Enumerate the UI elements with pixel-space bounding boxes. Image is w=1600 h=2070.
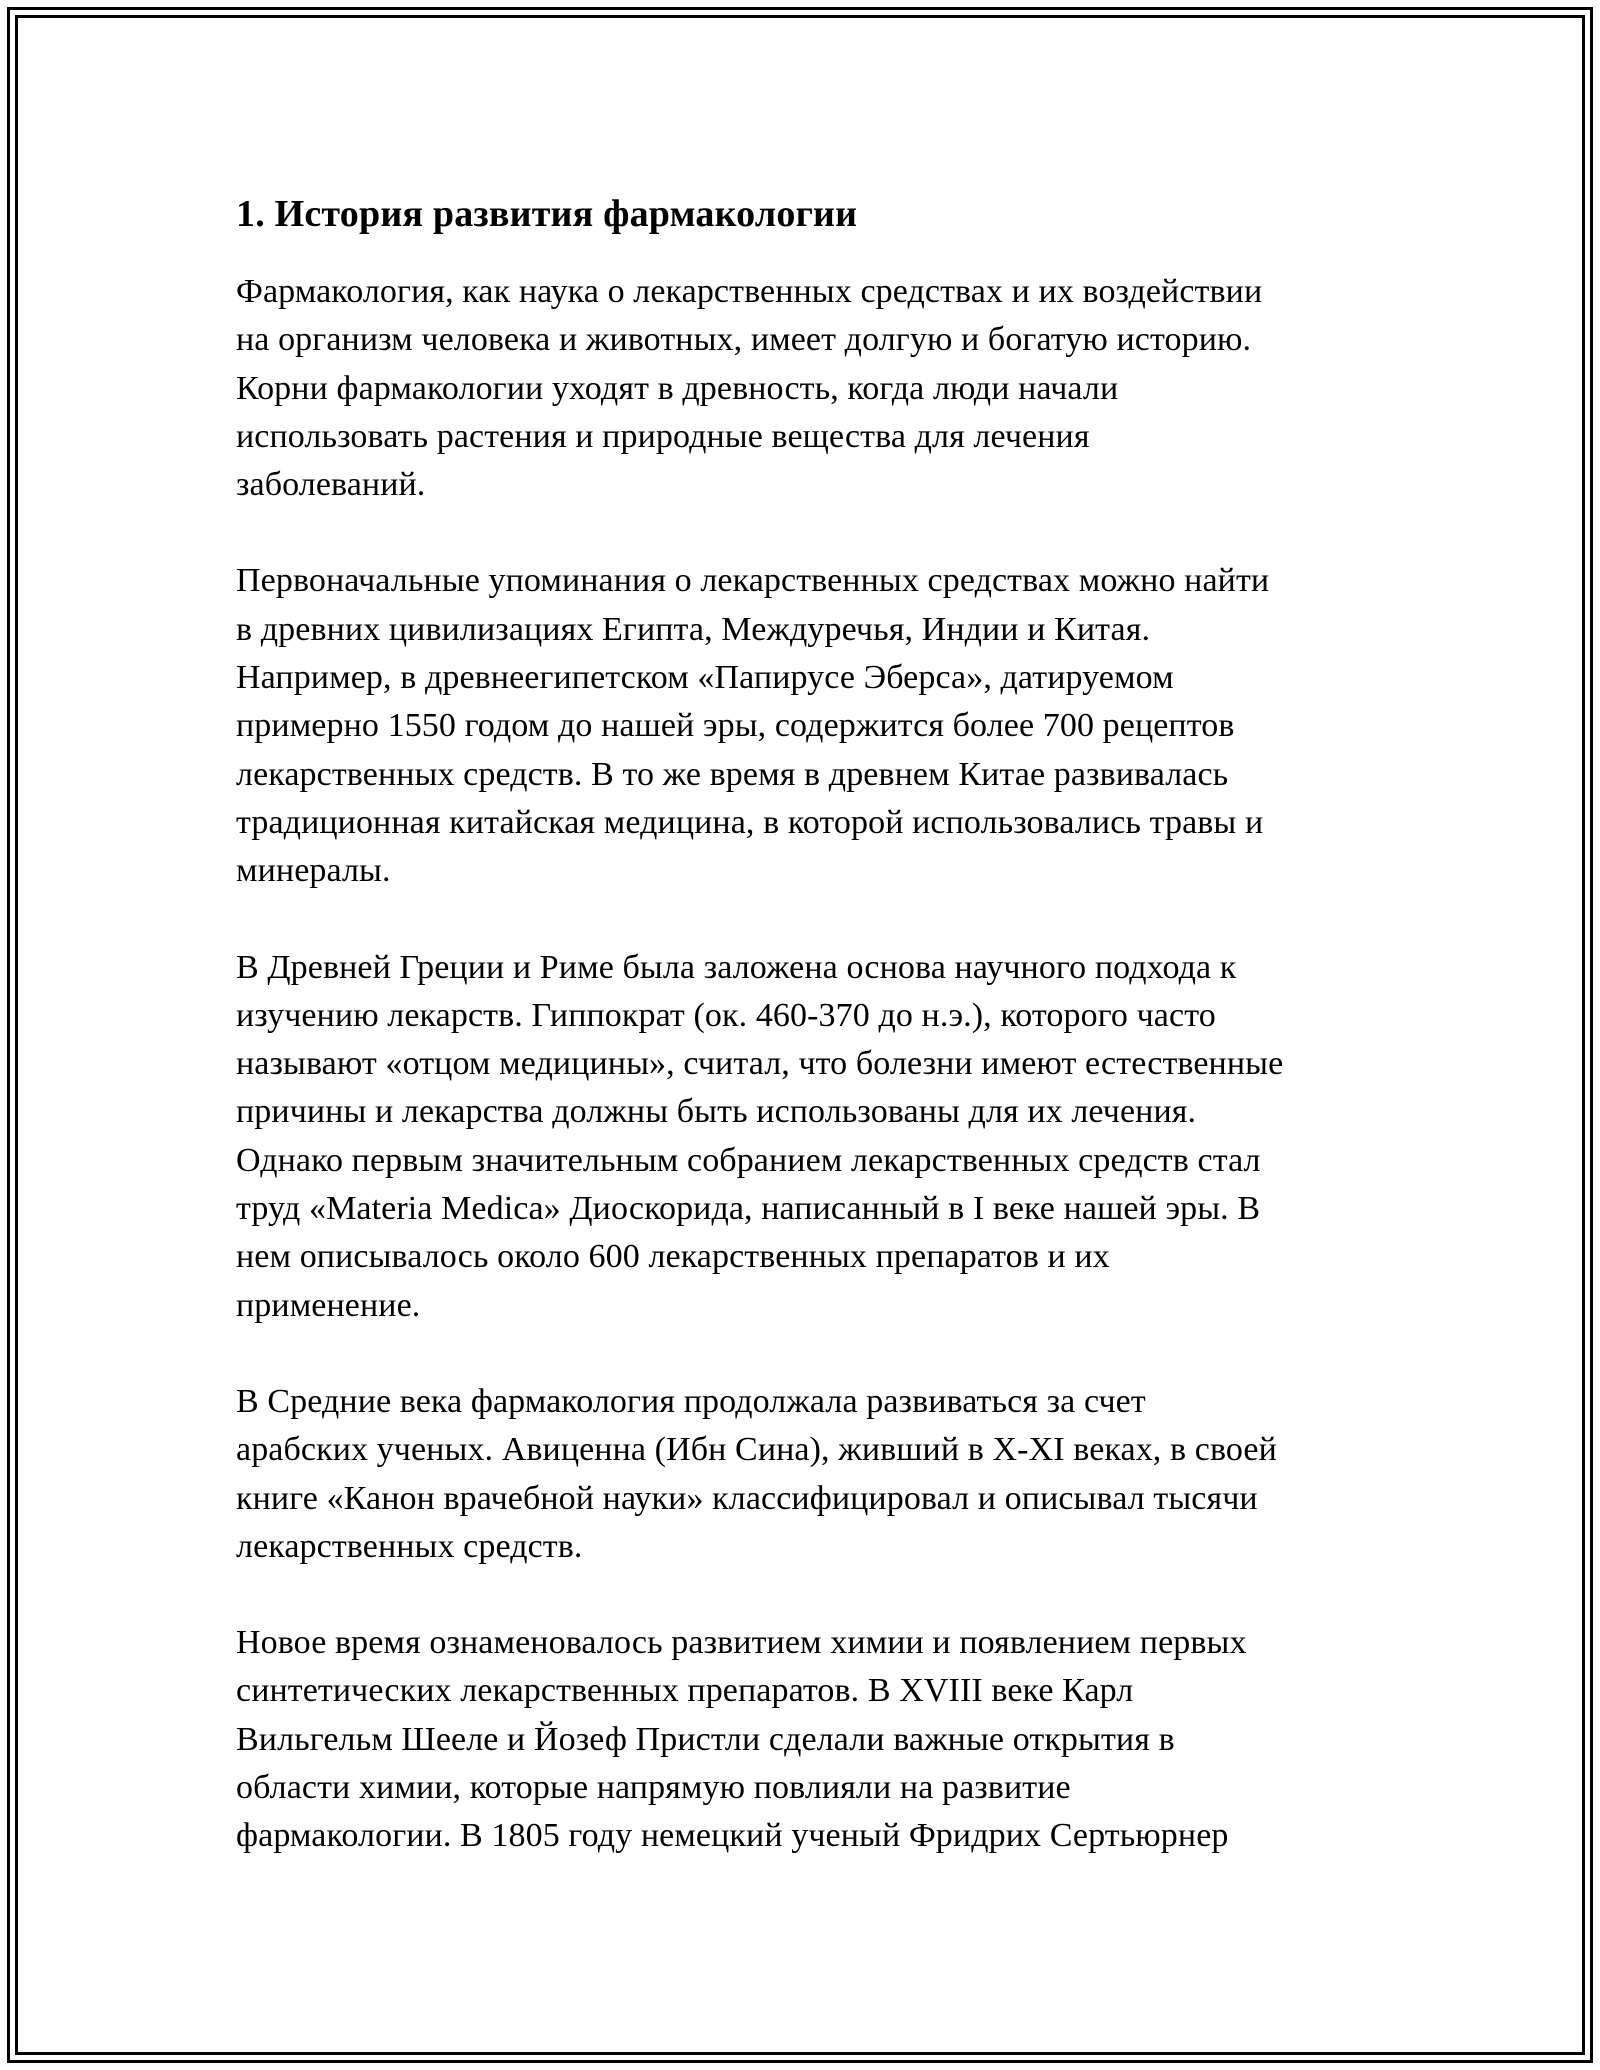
- paragraph-middle-ages: В Средние века фармакология продолжала развиваться за счет арабских ученых. Авиценна (Ибн Сина), живший в X-XI веках, в своей книге «Канон врачебной науки» классифицировал и описывал тысячи лекарственных средств.: [236, 1382, 1277, 1565]
- paragraph-modern-era: Новое время ознаменовалось развитием химии и появлением первых синтетических лекарственных препаратов. В XVIII веке Карл Вильгельм Шееле и Йозеф Пристли сделали важные открытия в области химии, которые напрямую повлияли на развитие фармакологии. В 1805 году немецкий ученый Фридрих Сертьюрнер: [236, 1624, 1247, 1855]
- document-body: [236, 186, 1364, 1909]
- paragraph-greece-rome: В Древней Греции и Риме была заложена основа научного подхода к изучению лекарств. Гиппократ (ок. 460-370 до н.э.), которого часто называют «отцом медицины», считал, что болезни имеют естественные причины и лекарства должны быть использованы для их лечения. Однако первым значительным собранием лекарственных средств стал труд «Materia Medica» Диоскорида, написанный в I веке нашей эры. В нем описывалось около 600 лекарственных препаратов и их применение.: [236, 948, 1284, 1324]
- paragraph-ancient-civilizations: Первоначальные упоминания о лекарственных средствах можно найти в древних цивилизациях Египта, Междуречья, Индии и Китая. Например, в древнеегипетском «Папирусе Эберса», датируемом примерно 1550 годом до нашей эры, содержится более 700 рецептов лекарственных средств. В то же время в древнем Китае развивалась традиционная китайская медицина, в которой использовались травы и минералы.: [236, 562, 1270, 890]
- section-heading: 1. История развития фармакологии: [236, 193, 858, 235]
- paragraph-intro: Фармакология, как наука о лекарственных средствах и их воздействии на организм человека и животных, имеет долгую и богатую историю. Корни фармакологии уходят в древность, когда люди начали использовать растения и природные вещества для лечения заболеваний.: [236, 273, 1263, 504]
